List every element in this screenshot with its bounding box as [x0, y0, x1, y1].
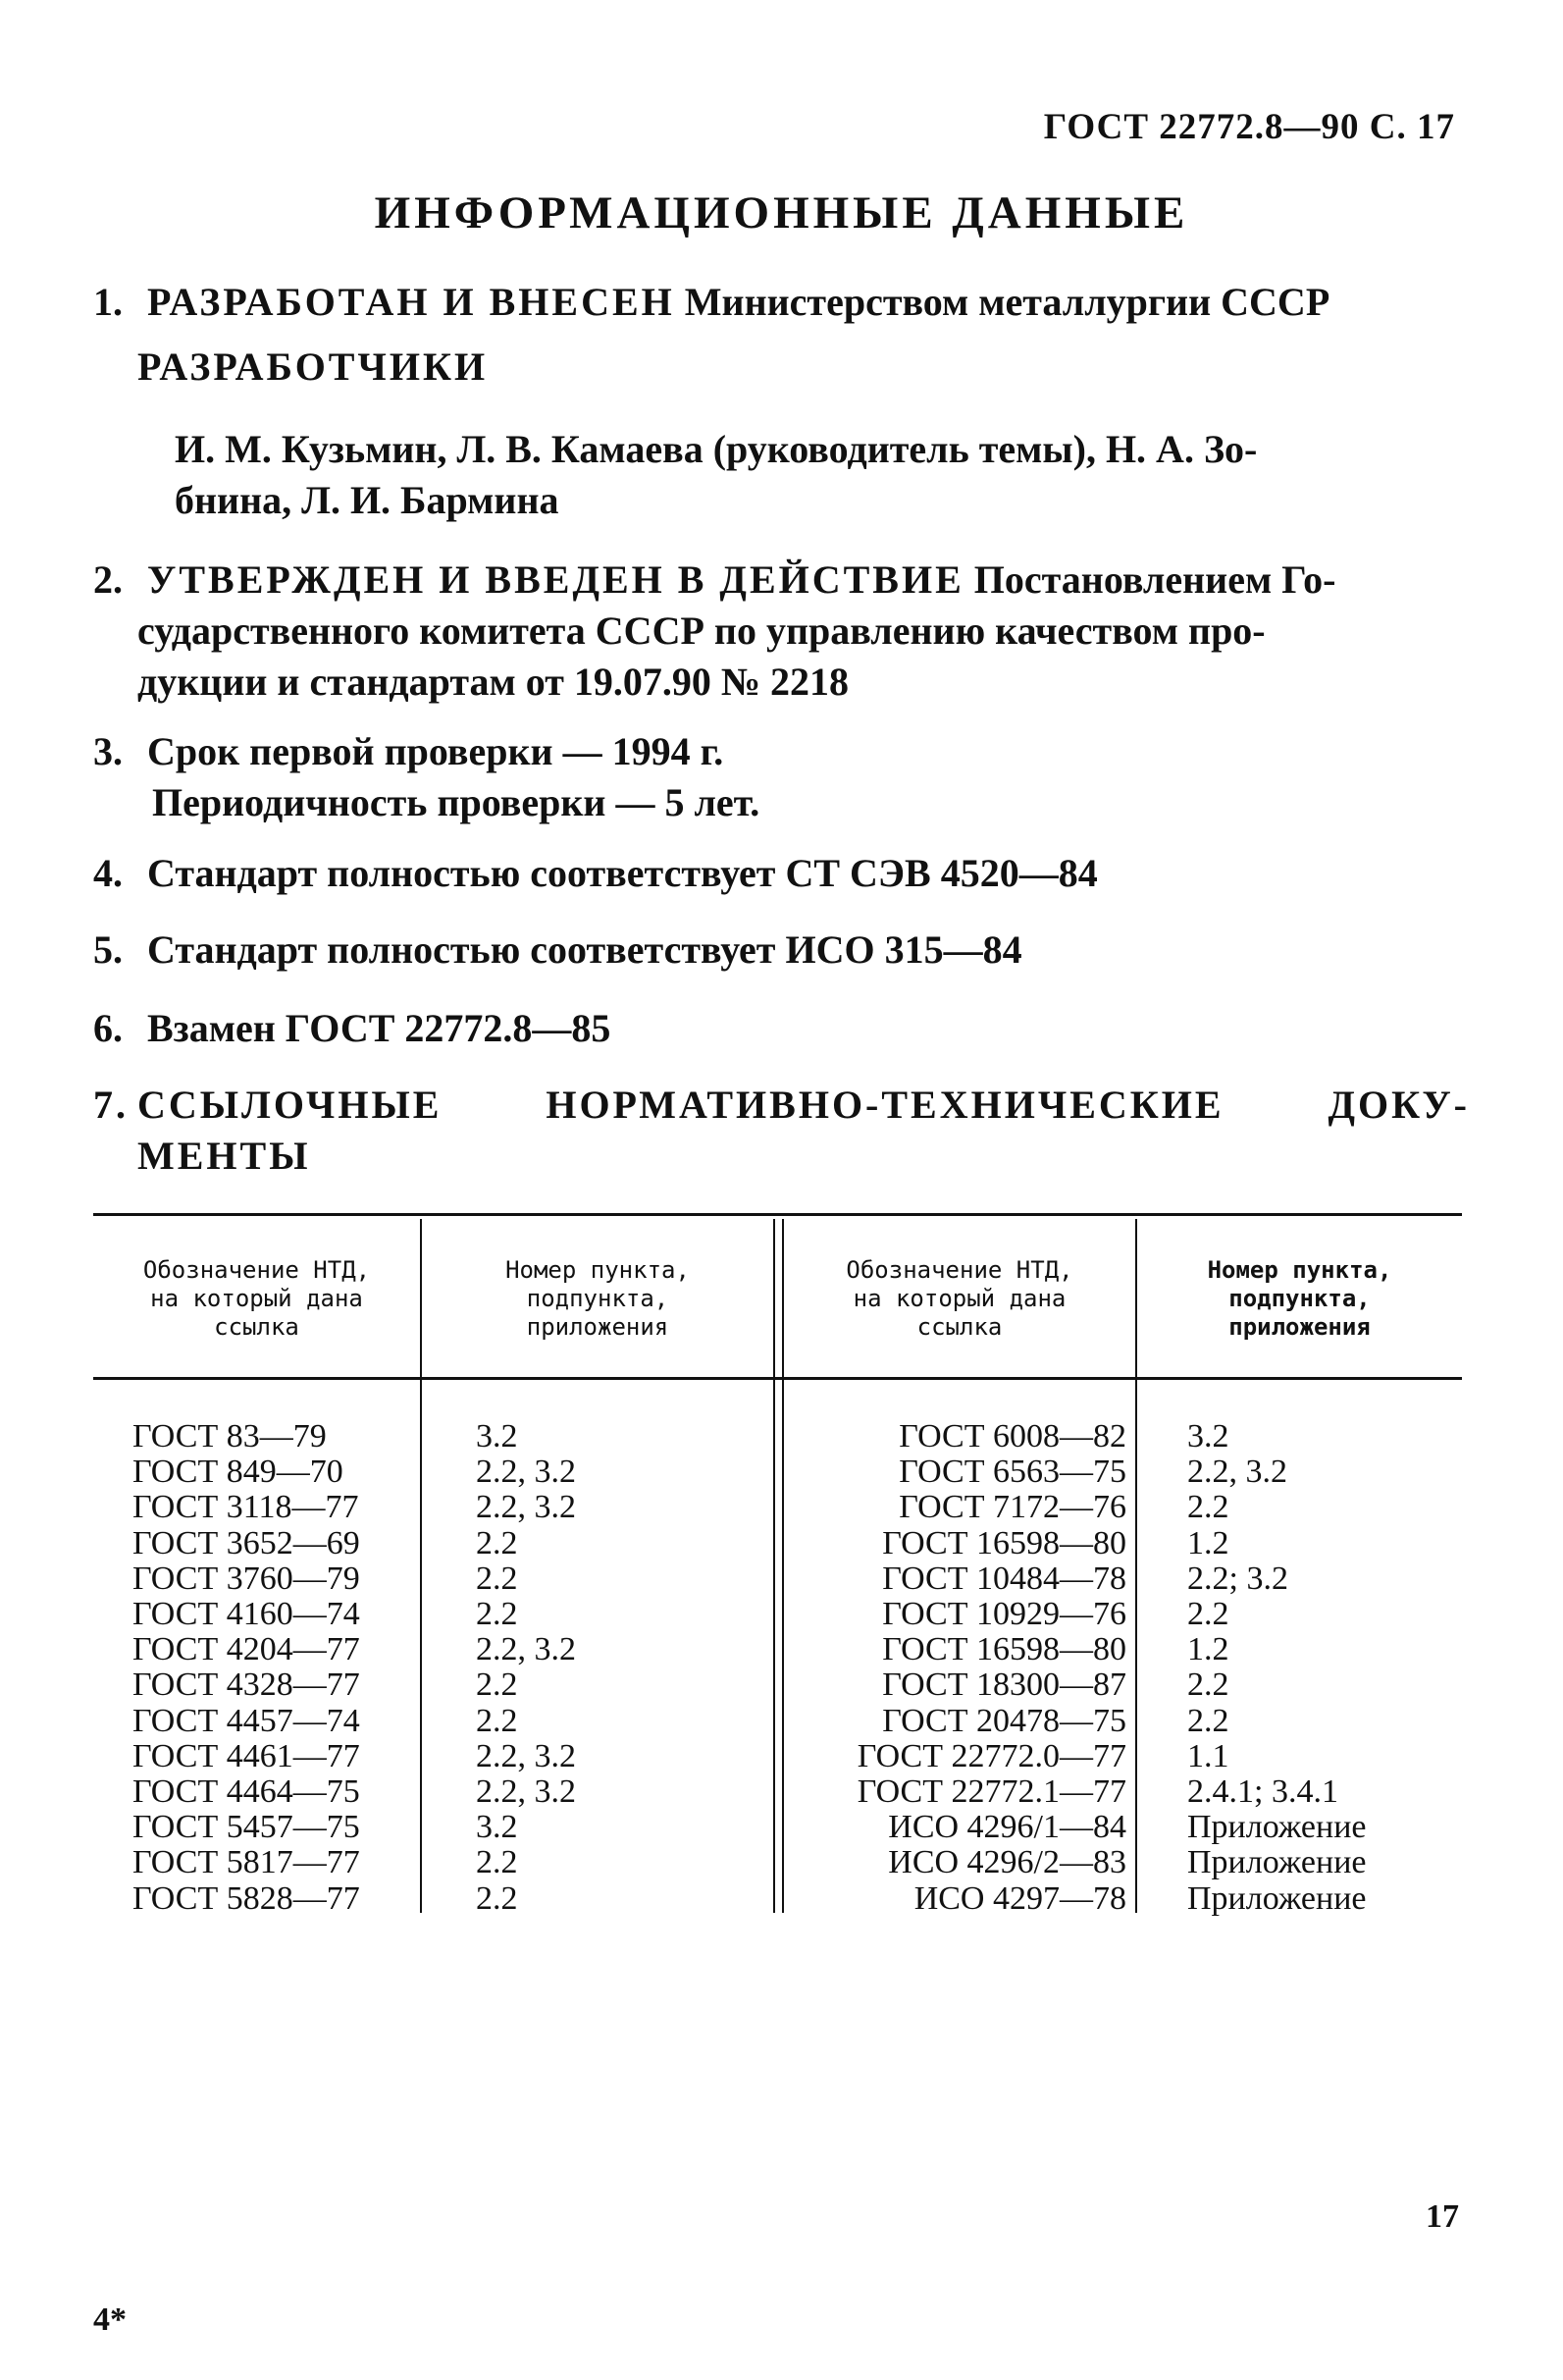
- table-cell: 2.2: [1187, 1702, 1229, 1739]
- item-7-word-3: ДОКУ-: [1328, 1083, 1470, 1127]
- page-header-ref: ГОСТ 22772.8—90 С. 17: [1043, 107, 1455, 147]
- table-header-col1: Обозначение НТД, на который дана ссылка: [142, 1256, 371, 1341]
- table-cell: ГОСТ 4457—74: [132, 1702, 360, 1739]
- developers-line-1: И. М. Кузьмин, Л. В. Камаева (руководитель темы), Н. А. Зо-: [175, 427, 1258, 471]
- item-7: [93, 1080, 1470, 1182]
- table-cell: ГОСТ 10929—76: [882, 1596, 1126, 1633]
- table-cell: 2.2: [1187, 1596, 1229, 1633]
- item-2-line-1: Постановлением Го-: [973, 557, 1336, 602]
- table-cell: ГОСТ 5457—75: [132, 1809, 360, 1846]
- table-cell: ГОСТ 849—70: [132, 1454, 343, 1491]
- item-3: [93, 726, 759, 828]
- item-5: [93, 925, 1022, 976]
- table-cell: ГОСТ 10484—78: [882, 1560, 1126, 1597]
- table-col-left-docs: [132, 1419, 360, 1917]
- page-title: ИНФОРМАЦИОННЫЕ ДАННЫЕ: [374, 187, 1189, 238]
- table-cell: 1.1: [1187, 1737, 1229, 1774]
- table-cell: 2.2, 3.2: [476, 1737, 576, 1774]
- item-7-word-1: ССЫЛОЧНЫЕ: [137, 1083, 443, 1127]
- table-cell: ИСО 4297—78: [913, 1879, 1126, 1917]
- item-5-text: Стандарт полностью соответствует ИСО 315—84: [147, 927, 1022, 972]
- table-cell: ГОСТ 4204—77: [132, 1631, 360, 1668]
- table-cell: 2.2: [476, 1666, 518, 1704]
- table-cell: 2.2, 3.2: [476, 1489, 576, 1526]
- table-cell: ИСО 4296/2—83: [888, 1844, 1126, 1881]
- table-cell: ГОСТ 16598—80: [882, 1524, 1126, 1561]
- table-cell: 2.2: [476, 1844, 518, 1881]
- table-cell: Приложение: [1187, 1809, 1367, 1846]
- table-header-rule: [93, 1377, 1462, 1380]
- table-cell: ГОСТ 22772.1—77: [857, 1773, 1126, 1811]
- table-cell: ГОСТ 5817—77: [132, 1844, 360, 1881]
- table-top-rule: [93, 1213, 1462, 1216]
- item-2-line-3: дукции и стандартам от 19.07.90 № 2218: [137, 660, 850, 704]
- table-header-col3: Обозначение НТД, на который дана ссылка: [846, 1256, 1073, 1341]
- table-cell: 2.2: [1187, 1489, 1229, 1526]
- table-cell: 2.2, 3.2: [476, 1773, 576, 1811]
- item-3-line-1: Срок первой проверки — 1994 г.: [147, 729, 724, 773]
- table-cell: 2.2, 3.2: [1187, 1454, 1287, 1491]
- table-cell: ГОСТ 7172—76: [899, 1489, 1126, 1526]
- item-7-word-2: НОРМАТИВНО-ТЕХНИЧЕСКИЕ: [546, 1083, 1224, 1127]
- table-cell: ГОСТ 83—79: [132, 1418, 327, 1454]
- table-cell: ГОСТ 4464—75: [132, 1773, 360, 1811]
- table-cell: 2.2: [476, 1596, 518, 1633]
- item-1-number: 1.: [93, 280, 123, 324]
- table-cell: 2.2; 3.2: [1187, 1560, 1288, 1597]
- item-4: [93, 848, 1098, 899]
- table-cell: 1.2: [1187, 1631, 1229, 1668]
- item-6: [93, 1003, 610, 1054]
- table-cell: 3.2: [1187, 1418, 1229, 1454]
- table-cell: ГОСТ 4461—77: [132, 1737, 360, 1774]
- table-cell: ГОСТ 18300—87: [882, 1666, 1126, 1704]
- table-header-col4: Номер пункта, подпункта, приложения: [1207, 1256, 1392, 1341]
- item-2-line-2: сударственного комитета СССР по управлению качеством про-: [137, 608, 1266, 653]
- table-cell: ГОСТ 16598—80: [882, 1631, 1126, 1668]
- item-6-text: Взамен ГОСТ 22772.8—85: [147, 1006, 611, 1050]
- item-3-line-2: Периодичность проверки — 5 лет.: [152, 780, 760, 824]
- item-1: [93, 277, 1329, 328]
- item-5-number: 5.: [93, 927, 123, 972]
- table-col-left-items: [476, 1419, 576, 1917]
- item-3-number: 3.: [93, 729, 123, 773]
- table-cell: ГОСТ 4160—74: [132, 1596, 360, 1633]
- developers-label: РАЗРАБОТЧИКИ: [137, 344, 489, 389]
- table-cell: ИСО 4296/1—84: [888, 1809, 1126, 1846]
- table-cell: 2.2: [476, 1524, 518, 1561]
- item-6-number: 6.: [93, 1006, 123, 1050]
- item-1-lead: РАЗРАБОТАН И ВНЕСЕН: [147, 280, 675, 324]
- table-cell: ГОСТ 22772.0—77: [857, 1737, 1126, 1774]
- table-divider-2a: [773, 1219, 775, 1913]
- table-cell: 2.2, 3.2: [476, 1454, 576, 1491]
- table-cell: 2.4.1; 3.4.1: [1187, 1773, 1338, 1811]
- table-cell: 3.2: [476, 1418, 518, 1454]
- table-col-right-docs: [812, 1419, 1126, 1917]
- table-cell: 2.2: [476, 1879, 518, 1917]
- table-cell: ГОСТ 3760—79: [132, 1560, 360, 1597]
- table-cell: 3.2: [476, 1809, 518, 1846]
- item-2: [93, 555, 1335, 708]
- table-col-right-items: [1187, 1419, 1366, 1917]
- table-cell: 2.2: [1187, 1666, 1229, 1704]
- item-4-number: 4.: [93, 851, 123, 895]
- table-cell: ГОСТ 4328—77: [132, 1666, 360, 1704]
- developers-list: [175, 424, 1460, 526]
- table-cell: 2.2, 3.2: [476, 1631, 576, 1668]
- developers-line-2: бнина, Л. И. Бармина: [175, 478, 559, 522]
- table-cell: ГОСТ 3652—69: [132, 1524, 360, 1561]
- table-cell: 1.2: [1187, 1524, 1229, 1561]
- table-cell: ГОСТ 5828—77: [132, 1879, 360, 1917]
- table-cell: ГОСТ 6563—75: [899, 1454, 1126, 1491]
- item-1-text: Министерством металлургии СССР: [684, 280, 1330, 324]
- item-7-line-2: МЕНТЫ: [137, 1134, 311, 1178]
- item-2-lead: УТВЕРЖДЕН И ВВЕДЕН В ДЕЙСТВИЕ: [147, 557, 964, 602]
- table-cell: ГОСТ 20478—75: [882, 1702, 1126, 1739]
- sheet-mark: 4*: [93, 2301, 127, 2338]
- table-header-col2: Номер пункта, подпункта, приложения: [505, 1256, 690, 1341]
- table-cell: Приложение: [1187, 1844, 1367, 1881]
- table-cell: 2.2: [476, 1702, 518, 1739]
- item-2-number: 2.: [93, 557, 123, 602]
- table-cell: 2.2: [476, 1560, 518, 1597]
- table-cell: Приложение: [1187, 1879, 1367, 1917]
- item-7-number: 7.: [93, 1083, 129, 1127]
- page-number: 17: [1426, 2198, 1459, 2235]
- table-cell: ГОСТ 6008—82: [899, 1418, 1126, 1454]
- item-4-text: Стандарт полностью соответствует СТ СЭВ 4520—84: [147, 851, 1098, 895]
- table-cell: ГОСТ 3118—77: [132, 1489, 359, 1526]
